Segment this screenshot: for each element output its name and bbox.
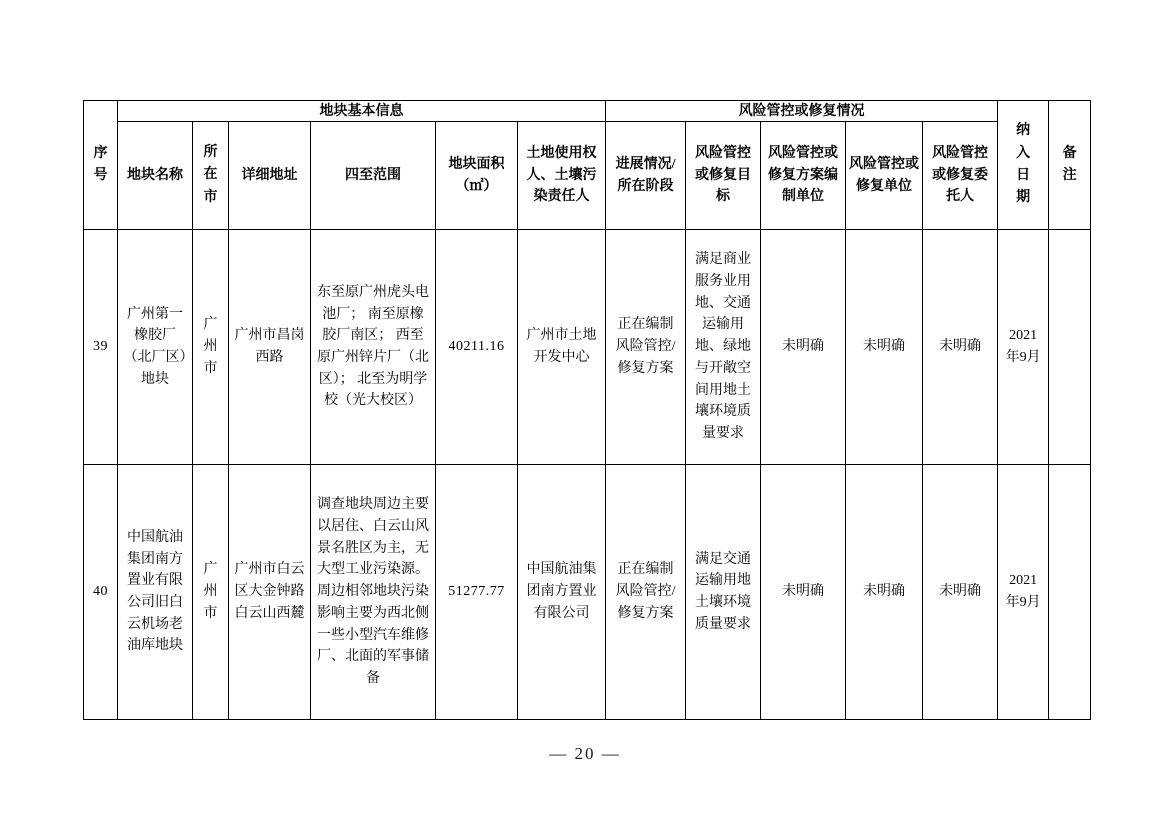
cell-client: 未明确 <box>923 230 998 465</box>
cell-boundary: 调查地块周边主要以居住、白云山风景名胜区为主，无大型工业污染源。周边相邻地块污染影响主要为西北侧一些小型汽车维修厂、北面的军事储备 <box>311 465 436 720</box>
page-number: — 20 — <box>549 744 621 763</box>
cell-city: 广州市 <box>193 230 229 465</box>
col-header-area-label: 地块面积（㎡） <box>448 156 505 194</box>
cell-owner: 中国航油集团南方置业有限公司 <box>518 465 606 720</box>
col-header-city-label: 所在市 <box>203 144 218 205</box>
cell-serial: 39 <box>84 230 118 465</box>
cell-repair-unit: 未明确 <box>846 230 923 465</box>
col-header-target: 风险管控或修复目标 <box>686 122 761 230</box>
cell-parcel-name: 广州第一橡胶厂（北厂区）地块 <box>118 230 193 465</box>
table-row-40 <box>84 465 1091 720</box>
cell-city: 广州市 <box>193 465 229 720</box>
cell-area: 51277.77 <box>436 465 518 720</box>
cell-serial: 40 <box>84 465 118 720</box>
cell-repair-unit: 未明确 <box>846 465 923 720</box>
col-header-plan-unit: 风险管控或修复方案编制单位 <box>761 122 846 230</box>
cell-remark <box>1049 230 1091 465</box>
cell-boundary: 东至原广州虎头电池厂； 南至原橡胶厂南区； 西至原广州锌片厂（北区）； 北至为明学校（光大校区） <box>311 230 436 465</box>
cell-plan-unit: 未明确 <box>761 465 846 720</box>
col-header-serial-label: 序号 <box>93 145 108 183</box>
cell-remark <box>1049 465 1091 720</box>
sub-header-row <box>84 122 1091 230</box>
col-header-progress: 进展情况/所在阶段 <box>606 122 686 230</box>
cell-progress: 正在编制风险管控/修复方案 <box>606 230 686 465</box>
cell-date: 2021年9月 <box>998 465 1049 720</box>
cell-progress: 正在编制风险管控/修复方案 <box>606 465 686 720</box>
col-header-remark-label: 备注 <box>1062 145 1077 183</box>
col-header-name: 地块名称 <box>118 122 193 230</box>
cell-client: 未明确 <box>923 465 998 720</box>
col-header-boundary: 四至范围 <box>311 122 436 230</box>
col-header-date <box>998 101 1049 230</box>
cell-parcel-name: 中国航油集团南方置业有限公司旧白云机场老油库地块 <box>118 465 193 720</box>
group-header-row <box>84 101 1091 122</box>
cell-target: 满足商业服务业用地、交通运输用地、绿地与开敞空间用地土壤环境质量要求 <box>686 230 761 465</box>
cell-owner: 广州市土地开发中心 <box>518 230 606 465</box>
table-row-39 <box>84 230 1091 465</box>
col-header-repair-unit: 风险管控或修复单位 <box>846 122 923 230</box>
col-header-area <box>436 122 518 230</box>
group-header-risk-control: 风险管控或修复情况 <box>606 101 998 122</box>
cell-area: 40211.16 <box>436 230 518 465</box>
cell-date: 2021年9月 <box>998 230 1049 465</box>
col-header-owner: 土地使用权人、土壤污染责任人 <box>518 122 606 230</box>
col-header-address: 详细地址 <box>229 122 311 230</box>
group-header-basic-info: 地块基本信息 <box>118 101 606 122</box>
col-header-date-label: 纳入日期 <box>1016 123 1031 206</box>
col-header-remark <box>1049 101 1091 230</box>
cell-target: 满足交通运输用地土壤环境质量要求 <box>686 465 761 720</box>
col-header-city <box>193 122 229 230</box>
cell-address: 广州市昌岗西路 <box>229 230 311 465</box>
col-header-serial <box>84 101 118 230</box>
land-parcel-table <box>83 100 1091 720</box>
cell-address: 广州市白云区大金钟路白云山西麓 <box>229 465 311 720</box>
cell-plan-unit: 未明确 <box>761 230 846 465</box>
col-header-client: 风险管控或修复委托人 <box>923 122 998 230</box>
